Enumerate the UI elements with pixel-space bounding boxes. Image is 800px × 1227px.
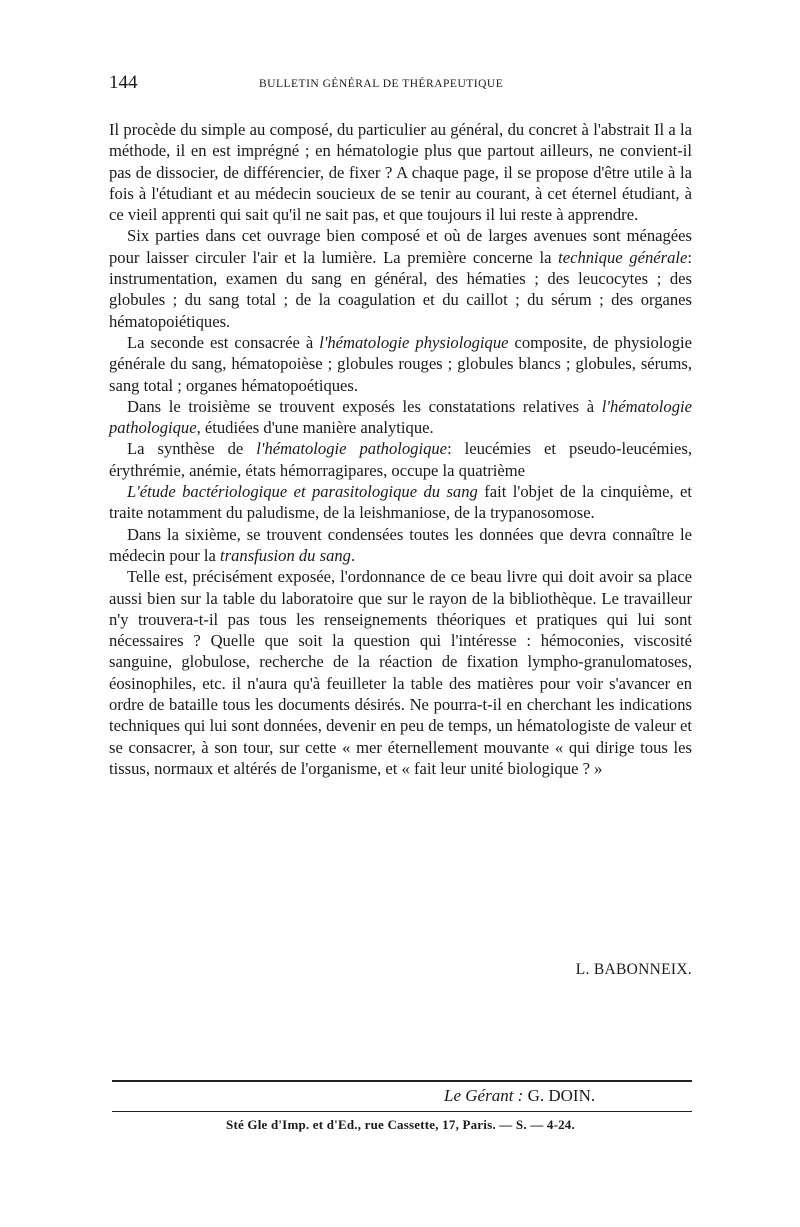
document-page (109, 72, 692, 1132)
text-run: composite, de physiologie générale du sang, hématopoièse ; globules rouges ; globules blancs ; globules, sérums, sang total ; organes hématopoétiques. (109, 332, 692, 395)
footer-rule-top (112, 1080, 692, 1082)
italic-phrase: l'hématologie pathologique (256, 439, 448, 459)
article-body (109, 119, 692, 779)
paragraph (109, 438, 692, 481)
text-run: Il procède du simple au composé, du particulier au général, du concret à l'abstrait Il a la méthode, il en est imprégné ; en hématologie plus que partout ailleurs, ne convient-il pas de dissocier, de différencier, de fixer ? A chaque page, il se propose d'être utile à la fois à l'étudiant et au médecin soucieux de se tenir au courant, à cet éternel étudiant, à ce vieil apprenti qui sait qu'il ne sait pas, et que toujours il lui reste à apprendre. (109, 120, 692, 225)
author-signature: L. BABONNEIX. (575, 961, 692, 978)
paragraph (109, 481, 692, 524)
paragraph (109, 396, 692, 439)
text-run: , étudiées d'une manière analytique. (196, 418, 434, 438)
italic-phrase: technique générale (558, 247, 688, 267)
text-run: Telle est, précisément exposée, l'ordonnance de ce beau livre qui doit avoir sa place aussi bien sur la table du laboratoire que sur le rayon de la bibliothèque. Le travailleur n'y trouvera-t-il pas tous les renseignements théoriques et pratiques qui lui sont nécessaires ? Quelle que soit la question qui l'intéresse : hémoconies, viscosité sanguine, globulose, recherche de la réaction de fixation lympho-granulomatoses, éosinophiles, etc. il n'aura qu'à feuilleter la table des matières pour voir s'avancer en ordre de bataille tous les documents désirés. Ne pourra-t-il en cherchant les indications techniques qui lui sont données, devenir en peu de temps, un hématologiste de valeur et se consacrer, à son tour, sur cette « mer éternellement mouvante « qui dirige tous les tissus, normaux et altérés de l'organisme, et « fait leur unité biologique ? » (109, 567, 692, 778)
italic-phrase: l'hématologie physiologique (319, 332, 509, 352)
gerant-line (444, 1086, 644, 1106)
running-title: BULLETIN GÉNÉRAL DE THÉRAPEUTIQUE (259, 78, 504, 90)
page-number: 144 (109, 72, 138, 93)
paragraph (109, 524, 692, 567)
footer-rule-bottom (112, 1111, 692, 1112)
printer-imprint: Sté Gle d'Imp. et d'Ed., rue Cassette, 17, Paris. — S. — 4-24. (226, 1117, 575, 1132)
gerant-label: Le Gérant : (444, 1086, 524, 1105)
paragraph (109, 225, 692, 331)
paragraph (109, 566, 692, 779)
paragraph (109, 119, 692, 225)
text-run: : leucémies et pseudo-leucémies, érythrémie, anémie, états hémorragipares, occupe la quatrième (109, 439, 692, 480)
gerant-name: G. DOIN. (527, 1086, 596, 1105)
paragraph (109, 332, 692, 396)
text-run: Six parties dans cet ouvrage bien composé et où de larges avenues sont ménagées pour laisser circuler l'air et la lumière. La première concerne la (109, 226, 692, 267)
text-run: La synthèse de (127, 439, 257, 459)
text-run: Dans le troisième se trouvent exposés les constatations relatives à (127, 396, 602, 416)
text-run: Dans la sixième, se trouvent condensées toutes les données que devra connaître le médecin pour la (109, 524, 692, 565)
text-run: fait l'objet de la cinquième, et traite notamment du paludisme, de la leishmaniose, de la trypanosomose. (109, 482, 692, 523)
text-run: La seconde est consacrée à (127, 332, 320, 352)
page-header (109, 72, 692, 100)
text-run: : instrumentation, examen du sang en général, des hématies ; des leucocytes ; des globules ; du sang total ; de la coagulation et du caillot ; du sérum ; des organes hématopoiétiques. (109, 247, 692, 331)
italic-phrase: L'étude bactériologique et parasitologique du sang (127, 482, 478, 502)
italic-phrase: transfusion du sang (220, 545, 351, 565)
text-run: . (350, 545, 356, 565)
italic-phrase: l'hématologie pathologique (109, 396, 692, 438)
